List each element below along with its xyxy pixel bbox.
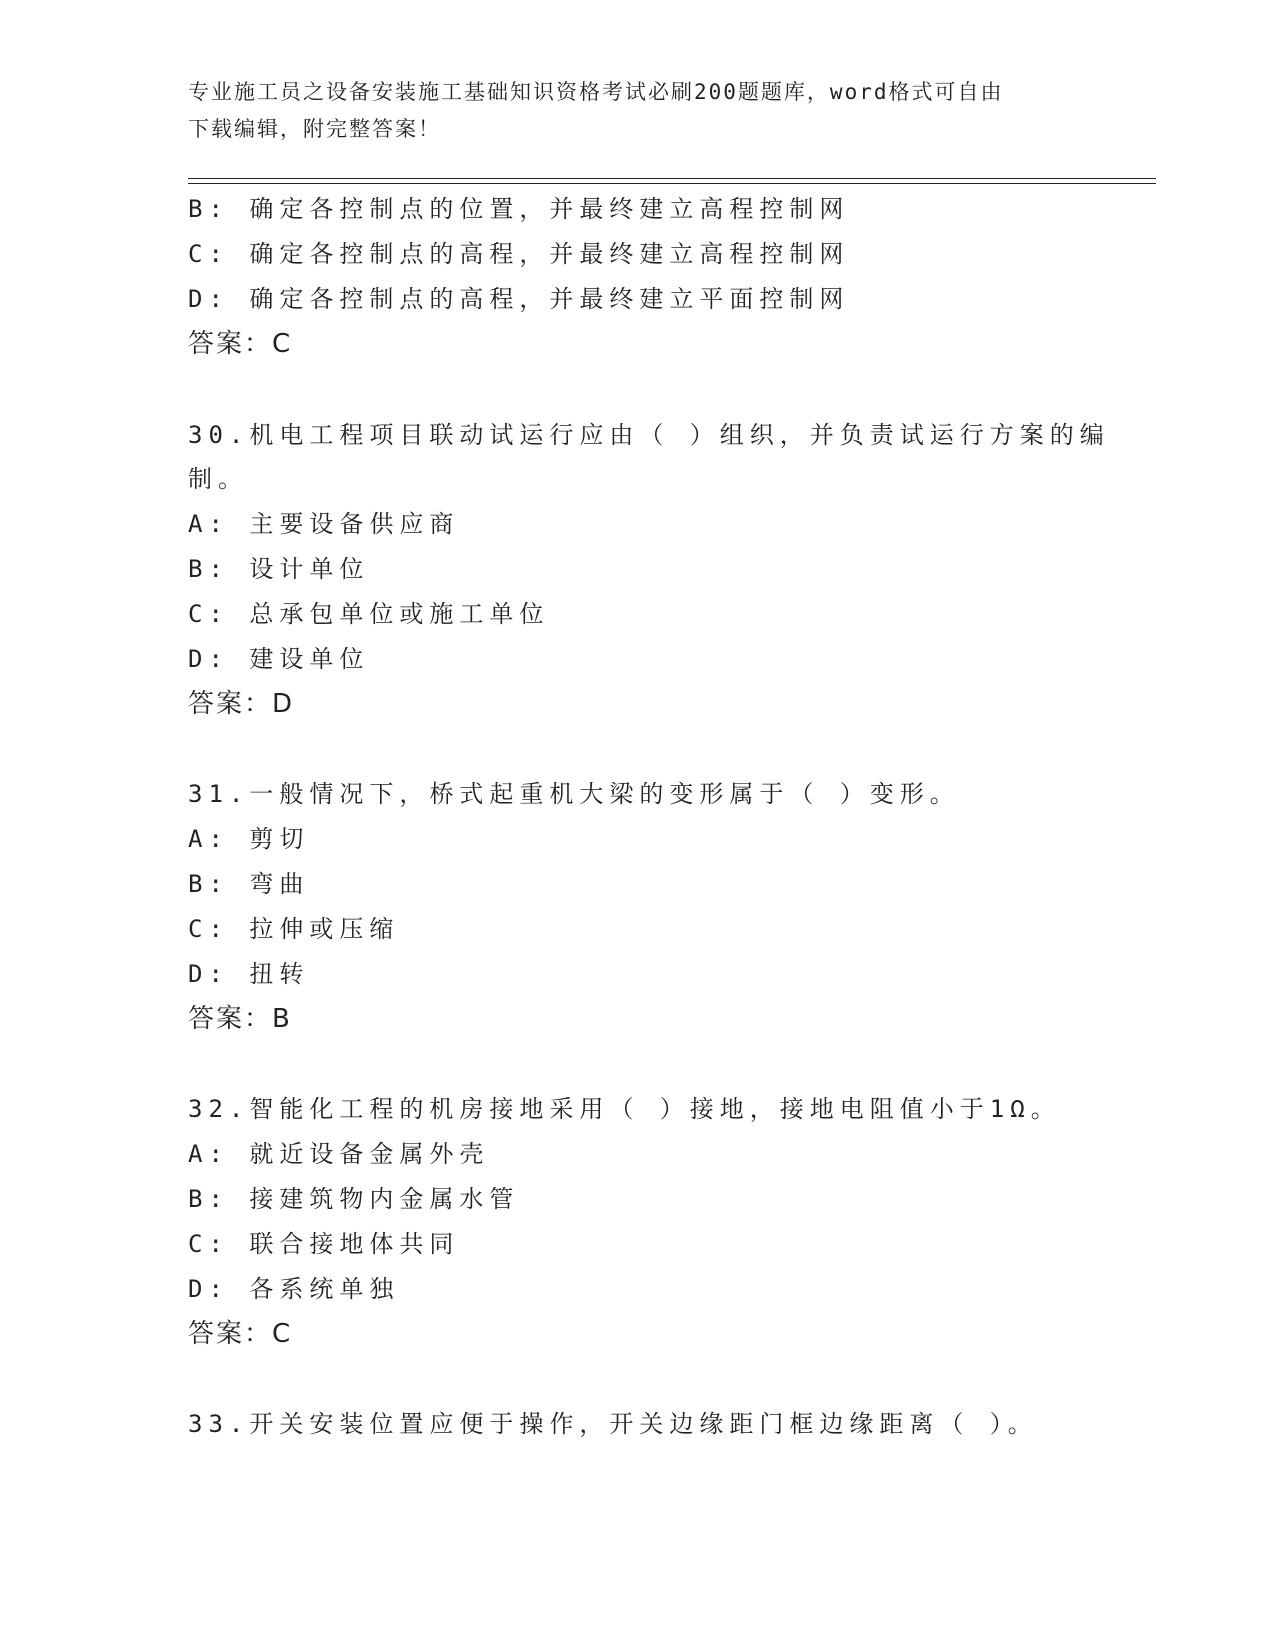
q32-option-c: C: 联合接地体共同 (188, 1230, 460, 1258)
q30-option-a: A: 主要设备供应商 (188, 510, 460, 538)
q31-option-c: C: 拉伸或压缩 (188, 915, 400, 943)
q30-option-c: C: 总承包单位或施工单位 (188, 600, 550, 628)
q30-stem-line-1: 30.机电工程项目联动试运行应由（ ）组织，并负责试运行方案的编 (188, 421, 1110, 449)
header-divider-bottom (188, 183, 1156, 184)
header-divider-top (188, 178, 1156, 179)
q30-option-d: D: 建设单位 (188, 645, 370, 673)
q31-answer: 答案：B (188, 1004, 292, 1034)
q30-option-b: B: 设计单位 (188, 555, 370, 583)
q32-answer: 答案：C (188, 1319, 293, 1349)
q32-stem: 32.智能化工程的机房接地采用（ ）接地，接地电阻值小于1Ω。 (188, 1095, 1061, 1123)
q32-option-a: A: 就近设备金属外壳 (188, 1140, 490, 1168)
header-line-1: 专业施工员之设备安装施工基础知识资格考试必刷200题题库，word格式可自由 (188, 80, 1004, 104)
q31-option-b: B: 弯曲 (188, 870, 310, 898)
q30-answer: 答案：D (188, 689, 295, 719)
q32-option-b: B: 接建筑物内金属水管 (188, 1185, 520, 1213)
q31-stem: 31.一般情况下，桥式起重机大梁的变形属于（ ）变形。 (188, 780, 960, 808)
q31-option-a: A: 剪切 (188, 825, 310, 853)
q29-answer: 答案：C (188, 329, 293, 359)
q33-stem: 33.开关安装位置应便于操作，开关边缘距门框边缘距离（ ）。 (188, 1410, 1038, 1438)
q29-option-d: D: 确定各控制点的高程，并最终建立平面控制网 (188, 285, 850, 313)
q32-option-d: D: 各系统单独 (188, 1275, 400, 1303)
q30-stem-line-2: 制。 (188, 465, 248, 493)
q29-option-b: B: 确定各控制点的位置，并最终建立高程控制网 (188, 195, 850, 223)
q31-option-d: D: 扭转 (188, 960, 310, 988)
q29-option-c: C: 确定各控制点的高程，并最终建立高程控制网 (188, 240, 850, 268)
document-header (188, 74, 1088, 148)
header-line-2: 下载编辑，附完整答案！ (188, 117, 441, 141)
